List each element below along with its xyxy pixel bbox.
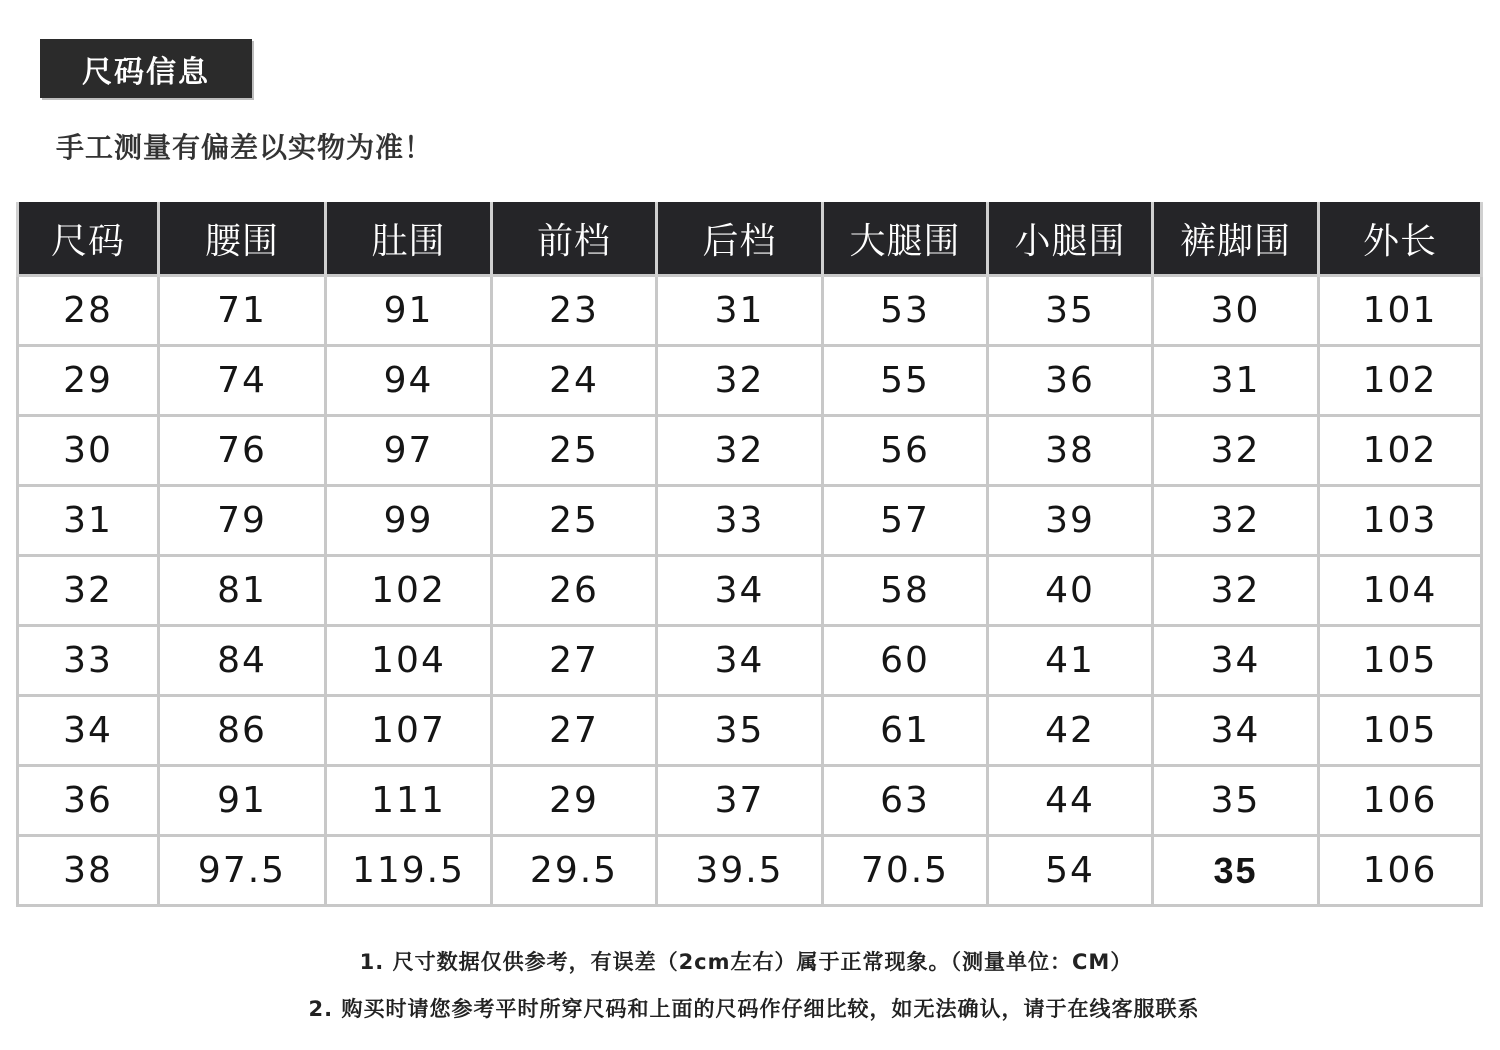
cell-size: 36 [18,766,159,836]
cell-thigh: 56 [823,416,988,486]
cell-leg-opening: 35 [1153,836,1319,906]
size-chart-table [16,202,1483,907]
cell-back-rise: 31 [657,276,823,346]
cell-calf: 36 [988,346,1153,416]
cell-waist: 97.5 [159,836,326,906]
footnote-2: 2. 购买时请您参考平时所穿尺码和上面的尺码作仔细比较，如无法确认，请于在线客服联系 [308,997,1200,1021]
cell-back-rise: 34 [657,556,823,626]
table-row [18,836,1482,906]
cell-outseam: 101 [1319,276,1482,346]
cell-thigh: 58 [823,556,988,626]
header-belly: 肚围 [326,202,492,276]
cell-leg-opening: 32 [1153,416,1319,486]
cell-thigh: 63 [823,766,988,836]
cell-calf: 54 [988,836,1153,906]
cell-outseam: 105 [1319,696,1482,766]
header-front-rise: 前档 [492,202,657,276]
cell-back-rise: 35 [657,696,823,766]
cell-thigh: 60 [823,626,988,696]
cell-outseam: 105 [1319,626,1482,696]
cell-size: 29 [18,346,159,416]
cell-leg-opening: 34 [1153,696,1319,766]
cell-front-rise: 25 [492,486,657,556]
cell-waist: 86 [159,696,326,766]
cell-waist: 74 [159,346,326,416]
cell-waist: 81 [159,556,326,626]
cell-front-rise: 23 [492,276,657,346]
table-row [18,416,1482,486]
cell-thigh: 57 [823,486,988,556]
cell-belly: 102 [326,556,492,626]
header-size: 尺码 [18,202,159,276]
cell-front-rise: 25 [492,416,657,486]
cell-waist: 71 [159,276,326,346]
cell-waist: 91 [159,766,326,836]
table-row [18,346,1482,416]
cell-back-rise: 32 [657,346,823,416]
cell-waist: 76 [159,416,326,486]
measurement-disclaimer: 手工测量有偏差以实物为准！ [56,131,434,164]
cell-calf: 40 [988,556,1153,626]
section-title-badge: 尺码信息 [40,39,252,98]
cell-front-rise: 24 [492,346,657,416]
footnote-1: 1. 尺寸数据仅供参考，有误差（2cm左右）属于正常现象。（测量单位：CM） [359,950,1133,974]
cell-waist: 79 [159,486,326,556]
cell-outseam: 106 [1319,766,1482,836]
cell-calf: 42 [988,696,1153,766]
cell-waist: 84 [159,626,326,696]
table-row [18,626,1482,696]
cell-outseam: 104 [1319,556,1482,626]
cell-belly: 107 [326,696,492,766]
cell-size: 33 [18,626,159,696]
table-row [18,276,1482,346]
table-row [18,556,1482,626]
header-outseam: 外长 [1319,202,1482,276]
cell-front-rise: 29 [492,766,657,836]
cell-leg-opening: 35 [1153,766,1319,836]
cell-front-rise: 27 [492,696,657,766]
table-row [18,696,1482,766]
cell-outseam: 106 [1319,836,1482,906]
cell-belly: 104 [326,626,492,696]
header-back-rise: 后档 [657,202,823,276]
cell-thigh: 70.5 [823,836,988,906]
cell-thigh: 61 [823,696,988,766]
cell-belly: 111 [326,766,492,836]
cell-front-rise: 26 [492,556,657,626]
cell-belly: 119.5 [326,836,492,906]
cell-thigh: 53 [823,276,988,346]
cell-calf: 39 [988,486,1153,556]
cell-leg-opening: 31 [1153,346,1319,416]
cell-calf: 44 [988,766,1153,836]
cell-belly: 99 [326,486,492,556]
cell-back-rise: 32 [657,416,823,486]
cell-front-rise: 29.5 [492,836,657,906]
cell-belly: 94 [326,346,492,416]
cell-front-rise: 27 [492,626,657,696]
cell-back-rise: 33 [657,486,823,556]
cell-leg-opening: 34 [1153,626,1319,696]
cell-outseam: 103 [1319,486,1482,556]
cell-thigh: 55 [823,346,988,416]
cell-back-rise: 34 [657,626,823,696]
header-thigh: 大腿围 [823,202,988,276]
cell-size: 34 [18,696,159,766]
cell-size: 28 [18,276,159,346]
cell-belly: 97 [326,416,492,486]
cell-leg-opening: 32 [1153,556,1319,626]
table-header-row [18,202,1482,276]
table-row [18,486,1482,556]
cell-outseam: 102 [1319,416,1482,486]
header-calf: 小腿围 [988,202,1153,276]
header-leg-opening: 裤脚围 [1153,202,1319,276]
cell-size: 38 [18,836,159,906]
cell-back-rise: 37 [657,766,823,836]
cell-size: 32 [18,556,159,626]
cell-belly: 91 [326,276,492,346]
cell-calf: 41 [988,626,1153,696]
cell-size: 30 [18,416,159,486]
cell-calf: 38 [988,416,1153,486]
header-waist: 腰围 [159,202,326,276]
cell-calf: 35 [988,276,1153,346]
table-row [18,766,1482,836]
cell-leg-opening: 32 [1153,486,1319,556]
cell-leg-opening: 30 [1153,276,1319,346]
cell-outseam: 102 [1319,346,1482,416]
cell-size: 31 [18,486,159,556]
cell-back-rise: 39.5 [657,836,823,906]
